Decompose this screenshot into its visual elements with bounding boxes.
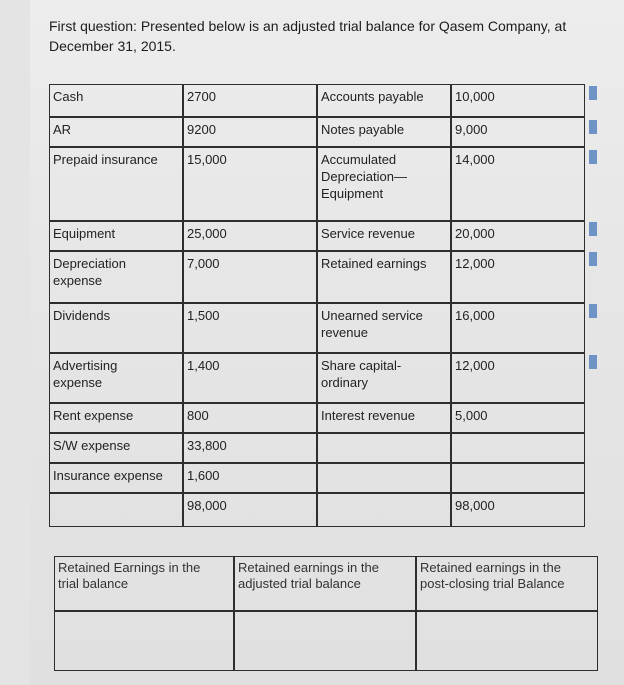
debit-account-prepaid-insurance: Prepaid insurance <box>49 147 183 221</box>
debit-amount-dividends: 1,500 <box>183 303 317 353</box>
debit-amount-rent-expense: 800 <box>183 403 317 433</box>
re-post-closing-header: Retained earnings in the post-closing trial Balance <box>416 556 598 611</box>
credit-amount-accounts-payable: 10,000 <box>451 84 585 117</box>
credit-account-accounts-payable: Accounts payable <box>317 84 451 117</box>
question-line-2: December 31, 2015. <box>49 38 176 54</box>
totals-label-cell <box>49 493 183 527</box>
re-post-closing-answer[interactable] <box>416 611 598 671</box>
credit-amount-share-capital: 12,000 <box>451 353 585 403</box>
credit-amount-empty-2 <box>451 463 585 493</box>
credit-account-unearned-service-revenue: Unearned service revenue <box>317 303 451 353</box>
debit-account-rent-expense: Rent expense <box>49 403 183 433</box>
edge-marker <box>589 252 597 266</box>
credit-amount-interest-revenue: 5,000 <box>451 403 585 433</box>
re-trial-balance-header: Retained Earnings in the trial balance <box>54 556 234 611</box>
edge-marker <box>589 120 597 134</box>
debit-total: 98,000 <box>183 493 317 527</box>
credit-account-notes-payable: Notes payable <box>317 117 451 147</box>
edge-marker <box>589 222 597 236</box>
credit-account-accumulated-depreciation: Accumulated Depreciation— Equipment <box>317 147 451 221</box>
debit-account-cash: Cash <box>49 84 183 117</box>
credit-amount-empty <box>451 433 585 463</box>
edge-marker <box>589 355 597 369</box>
credit-total: 98,000 <box>451 493 585 527</box>
re-adjusted-trial-balance-header: Retained earnings in the adjusted trial balance <box>234 556 416 611</box>
edge-marker <box>589 150 597 164</box>
credit-account-retained-earnings: Retained earnings <box>317 251 451 303</box>
credit-amount-service-revenue: 20,000 <box>451 221 585 251</box>
edge-marker <box>589 304 597 318</box>
debit-amount-prepaid-insurance: 15,000 <box>183 147 317 221</box>
debit-amount-advertising-expense: 1,400 <box>183 353 317 403</box>
credit-amount-retained-earnings: 12,000 <box>451 251 585 303</box>
edge-marker <box>589 86 597 100</box>
debit-account-sw-expense: S/W expense <box>49 433 183 463</box>
debit-amount-cash: 2700 <box>183 84 317 117</box>
re-adjusted-answer[interactable] <box>234 611 416 671</box>
debit-account-insurance-expense: Insurance expense <box>49 463 183 493</box>
credit-amount-notes-payable: 9,000 <box>451 117 585 147</box>
debit-amount-sw-expense: 33,800 <box>183 433 317 463</box>
debit-account-depreciation-expense: Depreciation expense <box>49 251 183 303</box>
debit-account-advertising-expense: Advertising expense <box>49 353 183 403</box>
credit-account-empty <box>317 433 451 463</box>
debit-amount-equipment: 25,000 <box>183 221 317 251</box>
debit-amount-ar: 9200 <box>183 117 317 147</box>
credit-amount-accumulated-depreciation: 14,000 <box>451 147 585 221</box>
question-text <box>49 16 589 56</box>
credit-account-interest-revenue: Interest revenue <box>317 403 451 433</box>
re-trial-balance-answer[interactable] <box>54 611 234 671</box>
debit-amount-depreciation-expense: 7,000 <box>183 251 317 303</box>
credit-amount-unearned-service-revenue: 16,000 <box>451 303 585 353</box>
credit-total-label-cell <box>317 493 451 527</box>
question-line-1: First question: Presented below is an adjusted trial balance for Qasem Company, at <box>49 18 567 34</box>
credit-account-share-capital: Share capital- ordinary <box>317 353 451 403</box>
debit-account-dividends: Dividends <box>49 303 183 353</box>
debit-account-equipment: Equipment <box>49 221 183 251</box>
credit-account-empty-2 <box>317 463 451 493</box>
debit-amount-insurance-expense: 1,600 <box>183 463 317 493</box>
credit-account-service-revenue: Service revenue <box>317 221 451 251</box>
debit-account-ar: AR <box>49 117 183 147</box>
